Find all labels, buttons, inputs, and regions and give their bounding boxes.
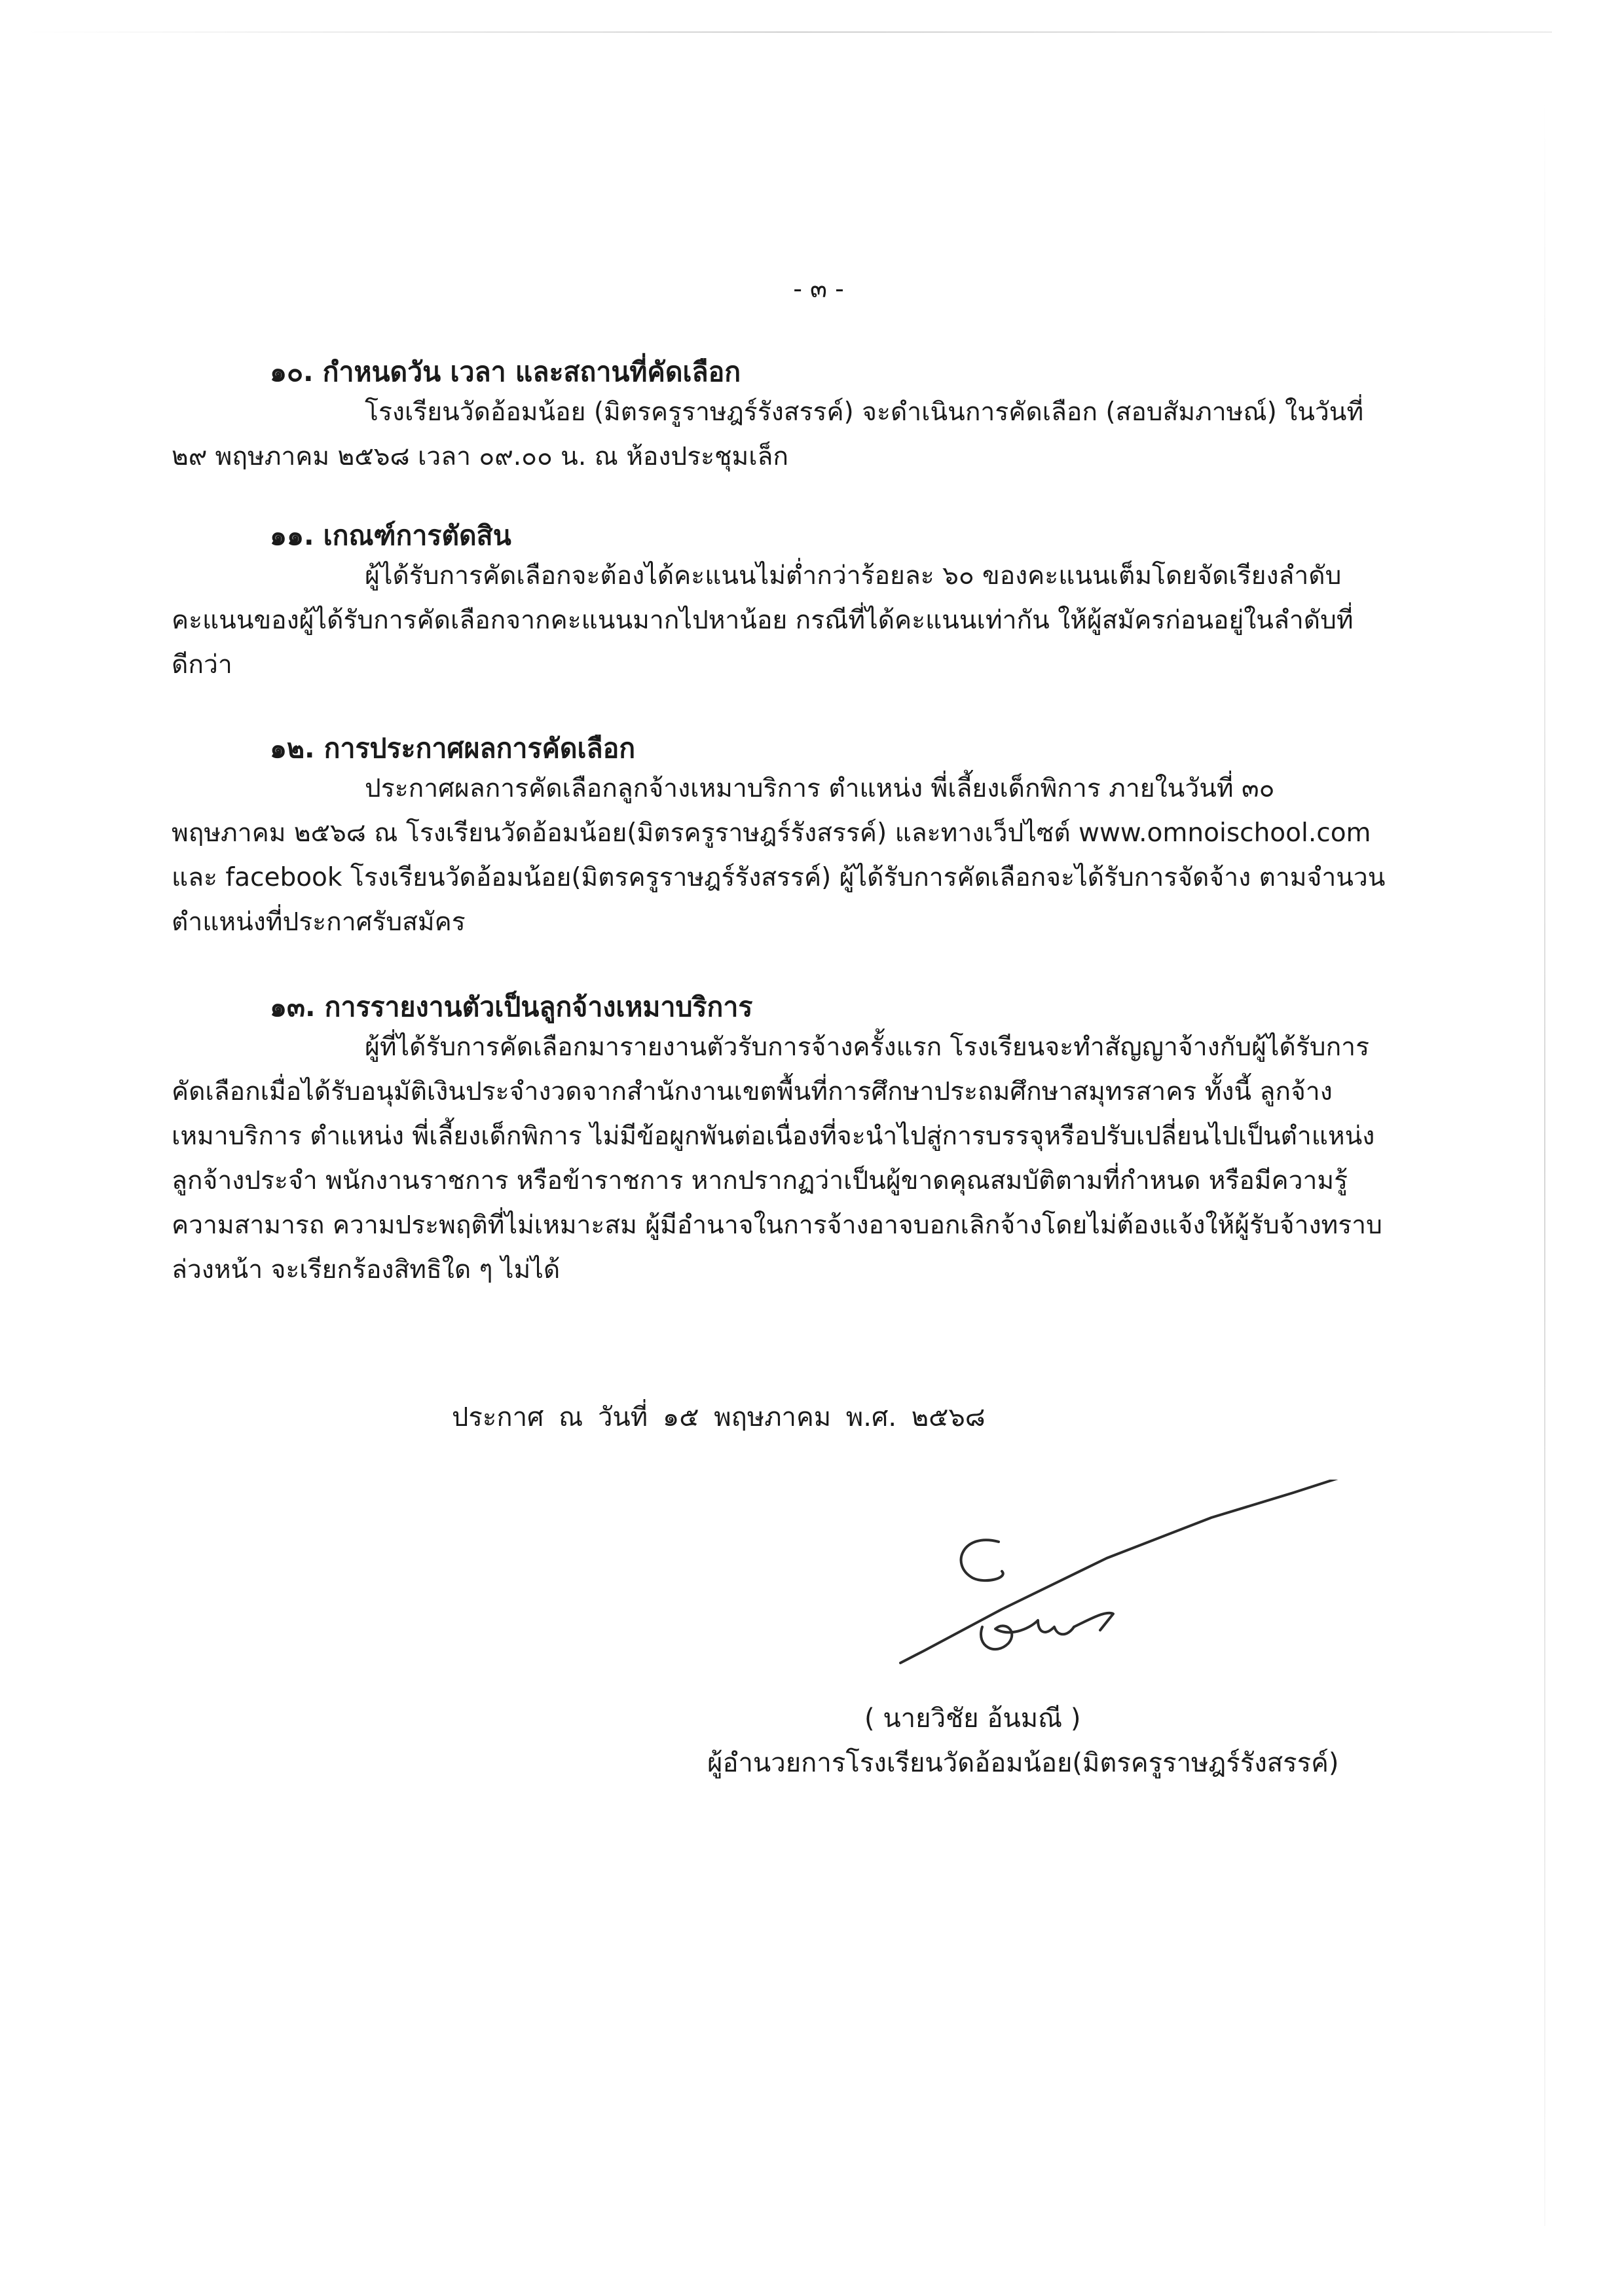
- section-number: ๑๓.: [270, 991, 316, 1023]
- section-title: การประกาศผลการคัดเลือก: [323, 733, 636, 764]
- section-body: [172, 767, 1401, 945]
- section-body: [172, 554, 1401, 687]
- section-body: [172, 390, 1401, 479]
- signer-name: ( นายวิชัย อ้นมณี ): [864, 1704, 1081, 1734]
- body-line: พฤษภาคม ๒๕๖๘ ณ โรงเรียนวัดอ้อมน้อย(มิตรครูราษฎร์รังสรรค์) และทางเว็ปไซต์ www.omnoischool.com: [172, 818, 1371, 848]
- body-line: ดีกว่า: [172, 650, 232, 680]
- section-heading: [172, 730, 1401, 767]
- page-number: - ๓ -: [793, 274, 844, 303]
- section-11: [172, 517, 1401, 687]
- body-line: ผู้ที่ได้รับการคัดเลือกมารายงานตัวรับการจ้างครั้งแรก โรงเรียนจะทำสัญญาจ้างกับผู้ได้รับการ: [365, 1032, 1370, 1062]
- section-12: [172, 730, 1401, 945]
- body-line: ล่วงหน้า จะเรียกร้องสิทธิใด ๆ ไม่ได้: [172, 1255, 561, 1285]
- handwritten-signature: [871, 1480, 1428, 1676]
- section-title: กำหนดวัน เวลา และสถานที่คัดเลือก: [322, 356, 741, 388]
- body-line: คะแนนของผู้ได้รับการคัดเลือกจากคะแนนมากไปหาน้อย กรณีที่ได้คะแนนเท่ากัน ให้ผู้สมัครก่อนอยู่ในลำดับที่: [172, 606, 1354, 635]
- section-number: ๑๒.: [270, 733, 315, 764]
- body-line: เหมาบริการ ตำแหน่ง พี่เลี้ยงเด็กพิการ ไม่มีข้อผูกพันต่อเนื่องที่จะนำไปสู่การบรรจุหรือปรับเปลี่ยนไปเป็นตำแหน่ง: [172, 1121, 1375, 1151]
- section-title: เกณฑ์การตัดสิน: [323, 520, 511, 551]
- section-number: ๑๑.: [270, 520, 314, 551]
- body-line: ประกาศผลการคัดเลือกลูกจ้างเหมาบริการ ตำแหน่ง พี่เลี้ยงเด็กพิการ ภายในวันที่ ๓๐: [365, 774, 1275, 803]
- body-line: ผู้ได้รับการคัดเลือกจะต้องได้คะแนนไม่ต่ำกว่าร้อยละ ๖๐ ของคะแนนเต็มโดยจัดเรียงลำดับ: [365, 561, 1342, 591]
- section-title: การรายงานตัวเป็นลูกจ้างเหมาบริการ: [324, 991, 753, 1023]
- section-10: [172, 354, 1401, 479]
- body-line: ตำแหน่งที่ประกาศรับสมัคร: [172, 907, 466, 937]
- section-heading: [172, 989, 1401, 1025]
- body-line: ๒๙ พฤษภาคม ๒๕๖๘ เวลา ๐๙.๐๐ น. ณ ห้องประชุมเล็ก: [172, 442, 789, 471]
- section-13: [172, 989, 1401, 1292]
- body-line: ความสามารถ ความประพฤติที่ไม่เหมาะสม ผู้มีอำนาจในการจ้างอาจบอกเลิกจ้างโดยไม่ต้องแจ้งให้ผู้รับจ้างทราบ: [172, 1211, 1382, 1240]
- section-body: [172, 1025, 1401, 1292]
- scan-right-edge: [1544, 98, 1545, 2226]
- body-line: ลูกจ้างประจำ พนักงานราชการ หรือข้าราชการ หากปรากฏว่าเป็นผู้ขาดคุณสมบัติตามที่กำหนด หรือมีความรู้: [172, 1166, 1348, 1195]
- section-heading: [172, 354, 1401, 390]
- section-number: ๑๐.: [270, 356, 314, 388]
- scan-top-edge: [26, 31, 1552, 33]
- body-line: และ facebook โรงเรียนวัดอ้อมน้อย(มิตรครูราษฎร์รังสรรค์) ผู้ได้รับการคัดเลือกจะได้รับการจัดจ้าง ตามจำนวน: [172, 863, 1386, 892]
- body-line: คัดเลือกเมื่อได้รับอนุมัติเงินประจำงวดจากสำนักงานเขตพื้นที่การศึกษาประถมศึกษาสมุทรสาคร ทั้งนี้ ลูกจ้าง: [172, 1077, 1333, 1106]
- announcement-date: ประกาศ ณ วันที่ ๑๕ พฤษภาคม พ.ศ. ๒๕๖๘: [452, 1402, 986, 1432]
- section-heading: [172, 517, 1401, 554]
- body-line: โรงเรียนวัดอ้อมน้อย (มิตรครูราษฎร์รังสรรค์) จะดำเนินการคัดเลือก (สอบสัมภาษณ์) ในวันที่: [365, 397, 1364, 427]
- signer-title: ผู้อำนวยการโรงเรียนวัดอ้อมน้อย(มิตรครูราษฎร์รังสรรค์): [707, 1748, 1339, 1778]
